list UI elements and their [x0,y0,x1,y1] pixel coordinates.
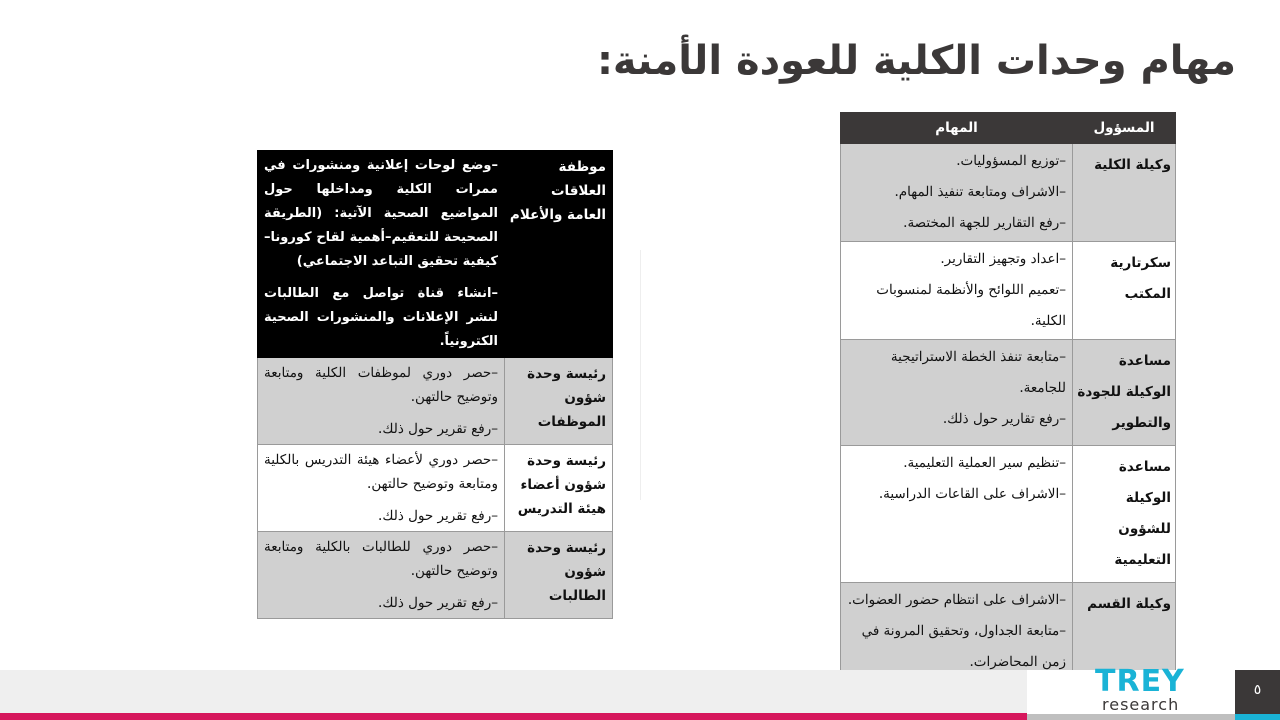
logo-underline [1027,714,1235,720]
tasks-cell [258,532,505,619]
task-item: –تعميم اللوائح والأنظمة لمنسوبات الكلية. [876,282,1066,329]
slide-title: مهام وحدات الكلية للعودة الأمنة: [596,38,1236,84]
footer-accent-bar [0,713,1027,720]
page-number: ٥ [1253,682,1262,698]
task-item: –الاشراف على انتظام حضور العضوات. [847,592,1066,608]
divider-line [640,250,641,500]
tasks-cell [841,583,1073,681]
task-item: –الاشراف ومتابعة تنفيذ المهام. [894,184,1066,200]
responsible-cell: رئيسة وحدة شؤون الطالبات [505,532,613,619]
task-item: –رفع تقرير حول ذلك. [378,595,498,611]
table-row [258,445,613,532]
task-item: –رفع تقارير حول ذلك. [942,411,1066,427]
task-item: –حصر دوري للطالبات بالكلية ومتابعة وتوضيح حالتهن. [264,539,498,579]
tasks-cell [841,340,1073,446]
task-item: –حصر دوري لأعضاء هيئة التدريس بالكلية ومتابعة وتوضيح حالتهن. [264,452,498,492]
tasks-cell [841,144,1073,242]
responsible-cell: مساعدة الوكيلة للجودة والتطوير [1073,340,1176,446]
task-item: –رفع تقرير حول ذلك. [378,508,498,524]
tasks-cell [258,151,505,358]
responsible-cell: موظفة العلاقات العامة والأعلام [505,151,613,358]
responsible-cell: مساعدة الوكيلة للشؤون التعليمية [1073,446,1176,583]
responsibilities-table-right [840,112,1176,681]
responsibilities-table-left [257,150,613,619]
tasks-cell [841,242,1073,340]
task-item: –الاشراف على القاعات الدراسية. [878,486,1066,502]
responsible-cell: رئيسة وحدة شؤون أعضاء هيئة التدريس [505,445,613,532]
task-item: –وضع لوحات إعلانية ومنشورات في ممرات الكلية ومداخلها حول المواضيع الصحية الآتية: (الطريقة الصحيحة للتعقيم–أهمية لقاح كورونا– كيفية تحقيق التباعد الاجتماعي) [264,158,498,269]
table-row [258,151,613,358]
header-tasks: المهام [841,113,1073,144]
task-item: –رفع تقرير حول ذلك. [378,421,498,437]
task-item: –متابعة تنفذ الخطة الاستراتيجية للجامعة. [890,349,1066,396]
footer-band [0,670,1027,714]
task-item: –حصر دوري لموظفات الكلية ومتابعة وتوضيح حالتهن. [264,365,498,405]
tasks-cell [841,446,1073,583]
responsible-cell: سكرتارية المكتب [1073,242,1176,340]
task-item: –انشاء قناة تواصل مع الطالبات لنشر الإعلانات والمنشورات الصحية الكترونياً. [264,286,498,349]
task-item: –تنظيم سير العملية التعليمية. [903,455,1066,471]
logo-subtitle: research [1102,695,1180,714]
table-row [841,446,1176,583]
table-row [841,144,1176,242]
responsible-cell: وكيلة الكلية [1073,144,1176,242]
responsible-cell: رئيسة وحدة شؤون الموظفات [505,358,613,445]
logo-wordmark: TREY [1095,664,1185,699]
table-row [258,358,613,445]
task-item: –اعداد وتجهيز التقارير. [940,251,1066,267]
table-header-row [841,113,1176,144]
page-accent-bar [1235,714,1280,720]
table-row [841,340,1176,446]
responsible-cell: وكيلة القسم [1073,583,1176,681]
tasks-cell [258,358,505,445]
header-responsible: المسؤول [1073,113,1176,144]
task-item: –توزيع المسؤوليات. [956,153,1066,169]
table-row [841,242,1176,340]
task-item: –رفع التقارير للجهة المختصة. [903,215,1066,231]
task-item: –متابعة الجداول، وتحقيق المرونة في زمن المحاضرات. [861,623,1066,670]
tasks-cell [258,445,505,532]
table-row [258,532,613,619]
